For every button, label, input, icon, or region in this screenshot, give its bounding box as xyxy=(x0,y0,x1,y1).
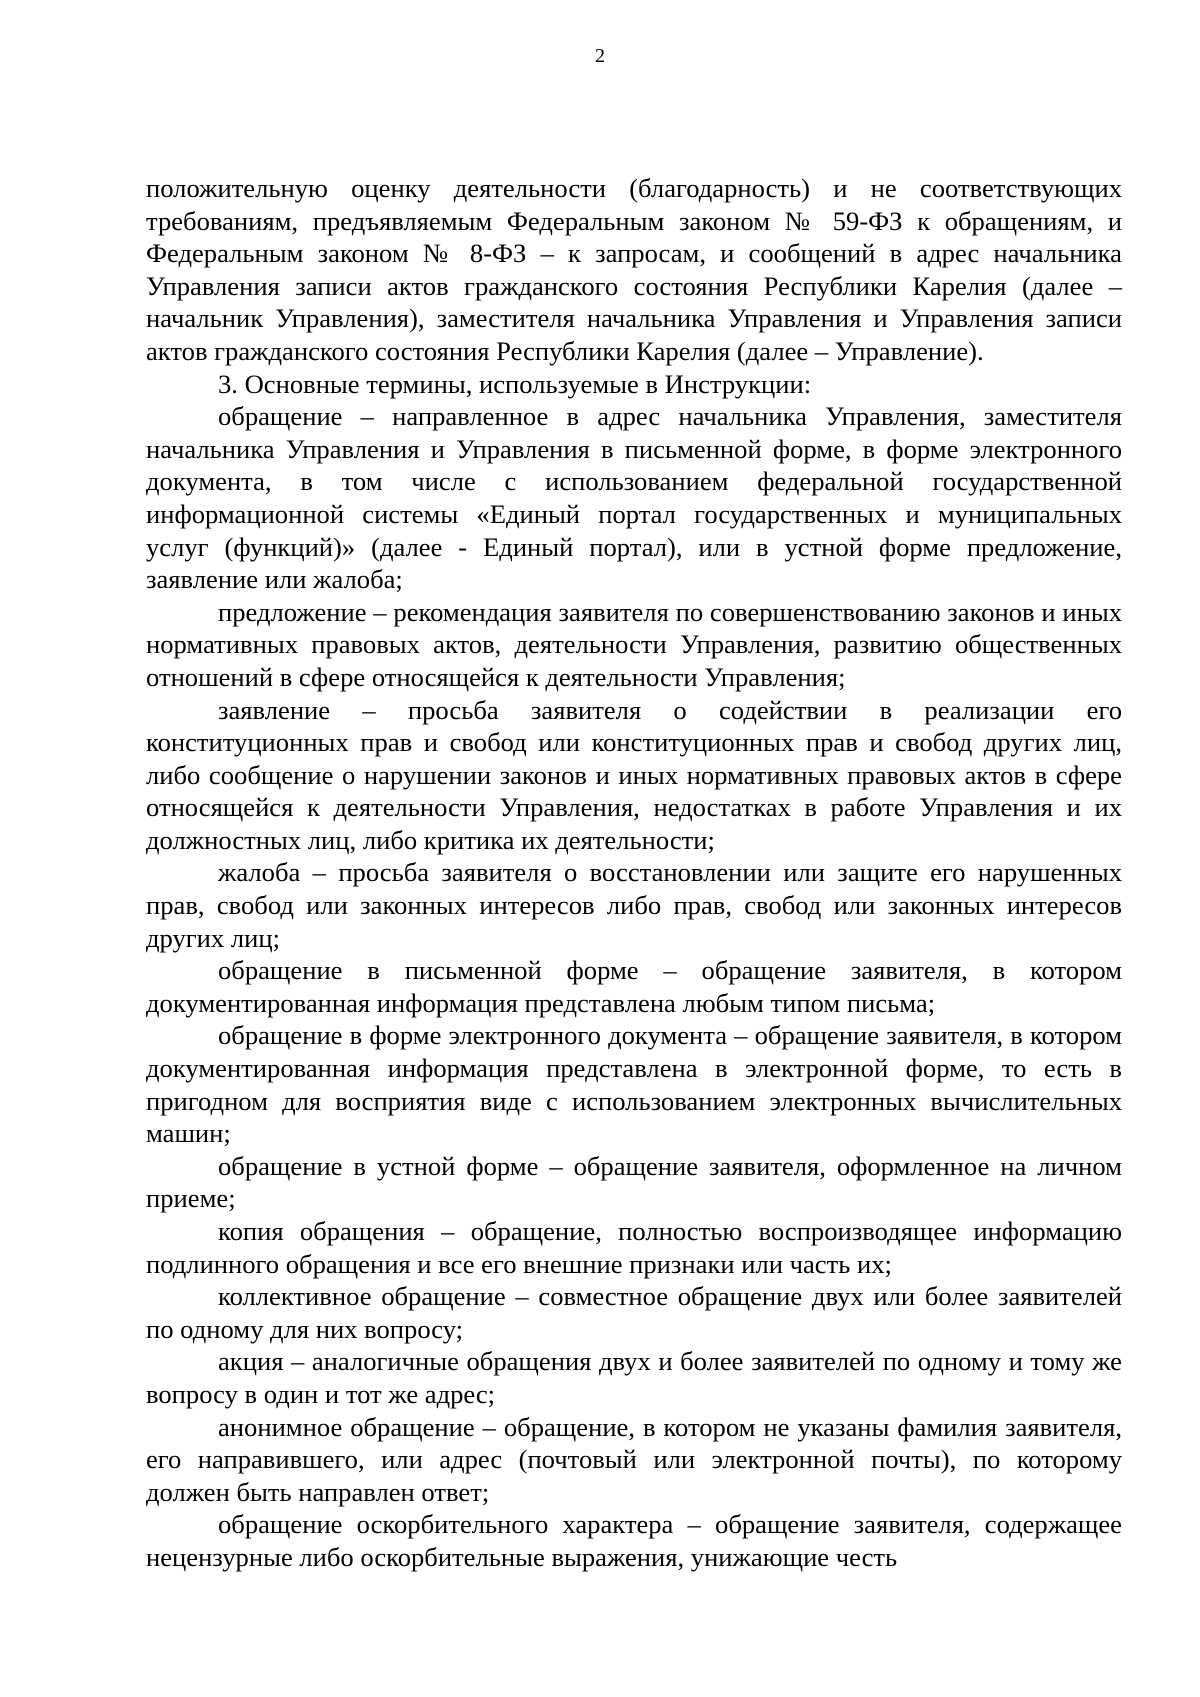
page-number: 2 xyxy=(595,45,605,67)
paragraph: 3. Основные термины, используемые в Инструкции: xyxy=(218,368,812,399)
paragraph: копия обращения – обращение, полностью воспроизводящее информацию подлинного обращения и все его внешние признаки или часть их; xyxy=(146,1216,1122,1279)
paragraph: обращение в устной форме – обращение заявителя, оформленное на личном приеме; xyxy=(146,1150,1122,1214)
paragraph: обращение оскорбительного характера – обращение заявителя, содержащее нецензурные либо оскорбительные выражения, унижающие честь xyxy=(146,1509,1122,1572)
paragraph: предложение – рекомендация заявителя по совершенствованию законов и иных нормативных правовых актов, деятельности Управления, развитию общественных отношений в сфере относящейся к деятельности Управления; xyxy=(146,596,1122,692)
paragraph: обращение – направленное в адрес начальника Управления, заместителя начальника Управления и Управления в письменной форме, в форме электронного документа, в том числе с использованием федеральной государственной информационной системы «Единый портал государственных и муниципальных услуг (функций)» (далее - Единый портал), или в устной форме предложение, заявление или жалоба; xyxy=(146,401,1122,595)
paragraph: обращение в форме электронного документа – обращение заявителя, в котором документированная информация представлена в электронной форме, то есть в пригодном для восприятия виде с использованием электронных вычислительных машин; xyxy=(146,1020,1122,1149)
paragraph: обращение в письменной форме – обращение заявителя, в котором документированная информация представлена любым типом письма; xyxy=(146,955,1122,1018)
paragraph: заявление – просьба заявителя о содействии в реализации его конституционных прав и свобод или конституционных прав и свобод других лиц, либо сообщение о нарушении законов и иных нормативных правовых актов в сфере относящейся к деятельности Управления, недостатках в работе Управления и их должностных лиц, либо критика их деятельности; xyxy=(146,694,1122,855)
document-body xyxy=(146,172,1122,1574)
paragraph: жалоба – просьба заявителя о восстановлении или защите его нарушенных прав, свобод или законных интересов либо прав, свобод или законных интересов других лиц; xyxy=(146,857,1122,953)
paragraph: коллективное обращение – совместное обращение двух или более заявителей по одному для них вопросу; xyxy=(146,1281,1122,1344)
paragraph: анонимное обращение – обращение, в котором не указаны фамилия заявителя, его направившего, или адрес (почтовый или электронной почты), по которому должен быть направлен ответ; xyxy=(146,1411,1122,1507)
paragraph: положительную оценку деятельности (благодарность) и не соответствующих требованиям, предъявляемым Федеральным законом № 59-ФЗ к обращениям, и Федеральным законом № 8-ФЗ – к запросам, и сообщений в адрес начальника Управления записи актов гражданского состояния Республики Карелия (далее – начальник Управления), заместителя начальника Управления и Управления записи актов гражданского состояния Республики Карелия (далее – Управление). xyxy=(146,173,1122,366)
paragraph: акция – аналогичные обращения двух и более заявителей по одному и тому же вопросу в один и тот же адрес; xyxy=(146,1346,1122,1409)
